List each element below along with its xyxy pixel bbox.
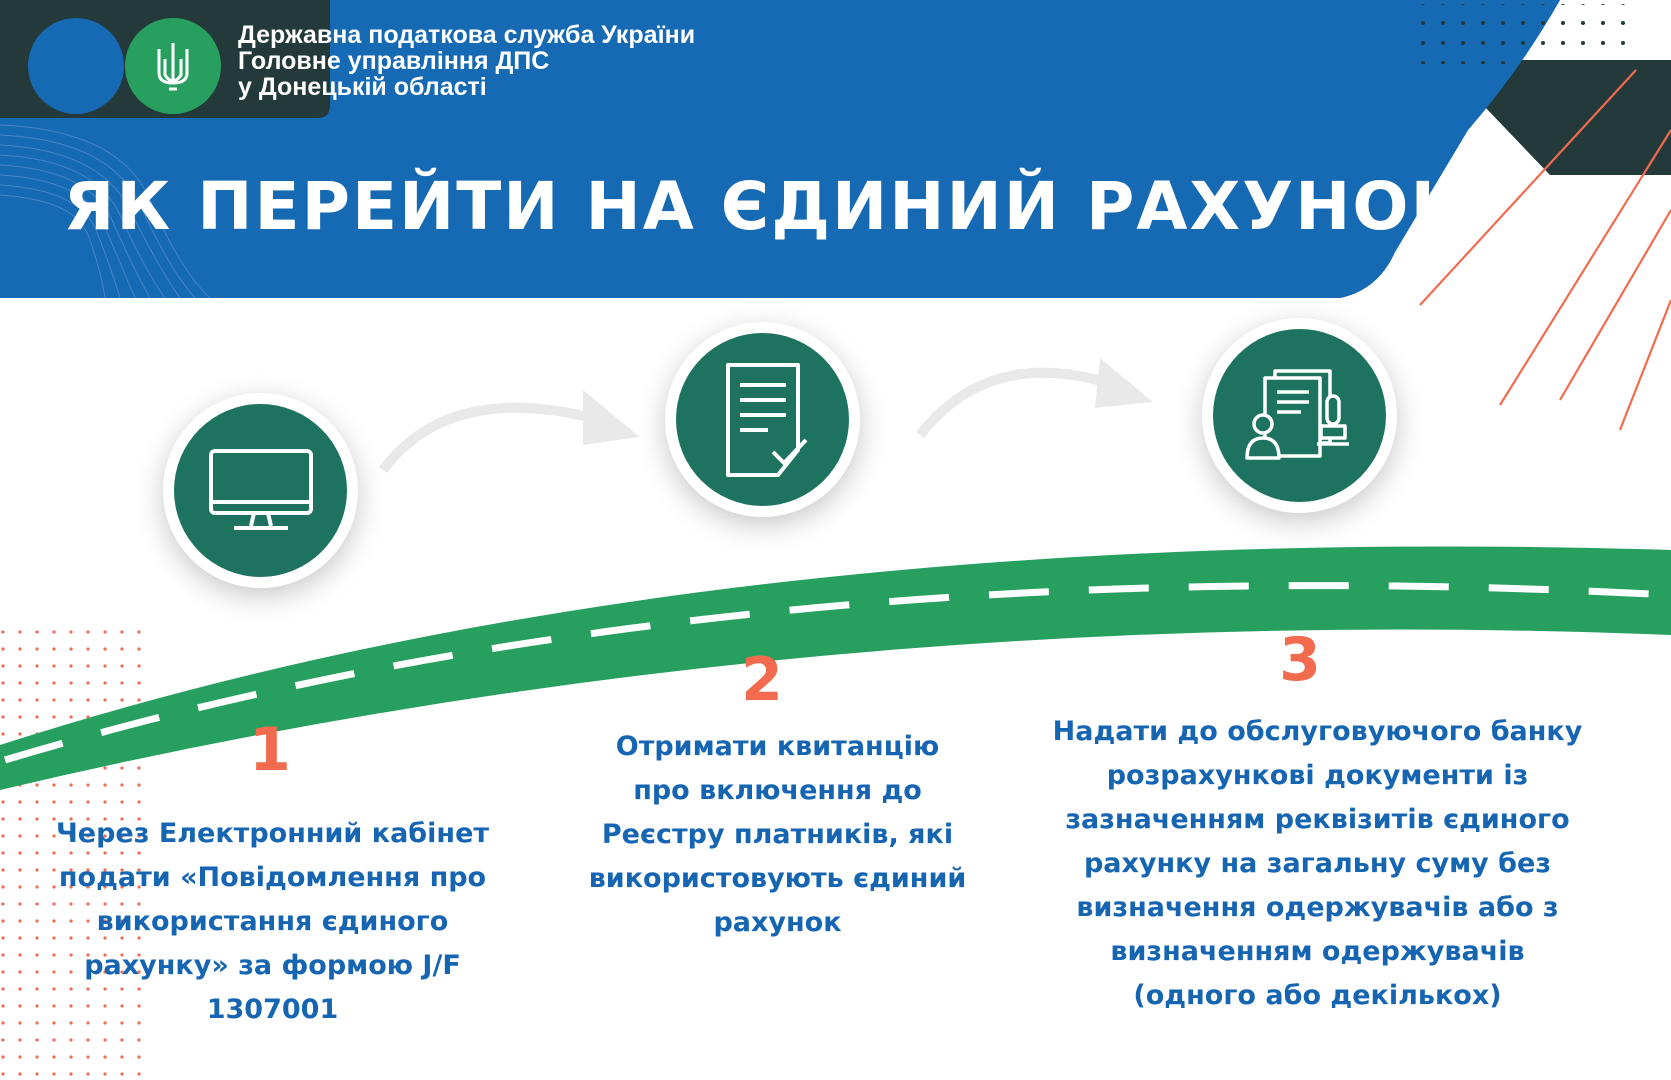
org-line-2: Головне управління ДПС — [238, 47, 550, 75]
step-1-text: Через Електронний кабінет подати «Повідомлення про використання єдиного рахунку» за формою J/F 1307001 — [55, 818, 490, 1025]
step-2-number: 2 — [741, 645, 783, 715]
org-line-1: Державна податкова служба України — [238, 21, 696, 49]
trident-icon — [153, 39, 193, 93]
org-name — [238, 22, 695, 100]
dots-top-right — [1418, 4, 1638, 64]
step-1-number: 1 — [249, 715, 291, 785]
step-1-icon-circle — [163, 393, 358, 588]
step-3-text: Надати до обслуговуючого банку розрахункові документи із зазначенням реквізитів єдиного рахунку на загальну суму без визначення одержувачів або з визначенням одержувачів (одного або декількох) — [1052, 716, 1583, 1011]
step-2-text: Отримати квитанцію про включення до Реєстру платників, які використовують єдиний рахунок — [588, 731, 967, 938]
step-2-icon-circle — [665, 322, 860, 517]
step-3-icon-circle — [1202, 318, 1397, 513]
logo-green-circle — [125, 18, 221, 114]
logo-blue-circle — [28, 18, 124, 114]
document-check-icon — [718, 360, 808, 480]
step-3-number: 3 — [1279, 625, 1321, 695]
person-stamp-icon — [1245, 366, 1355, 466]
page-title: ЯК ПЕРЕЙТИ НА ЄДИНИЙ РАХУНОК — [63, 168, 1467, 245]
org-line-3: у Донецькій області — [238, 73, 487, 101]
monitor-icon — [206, 446, 316, 536]
